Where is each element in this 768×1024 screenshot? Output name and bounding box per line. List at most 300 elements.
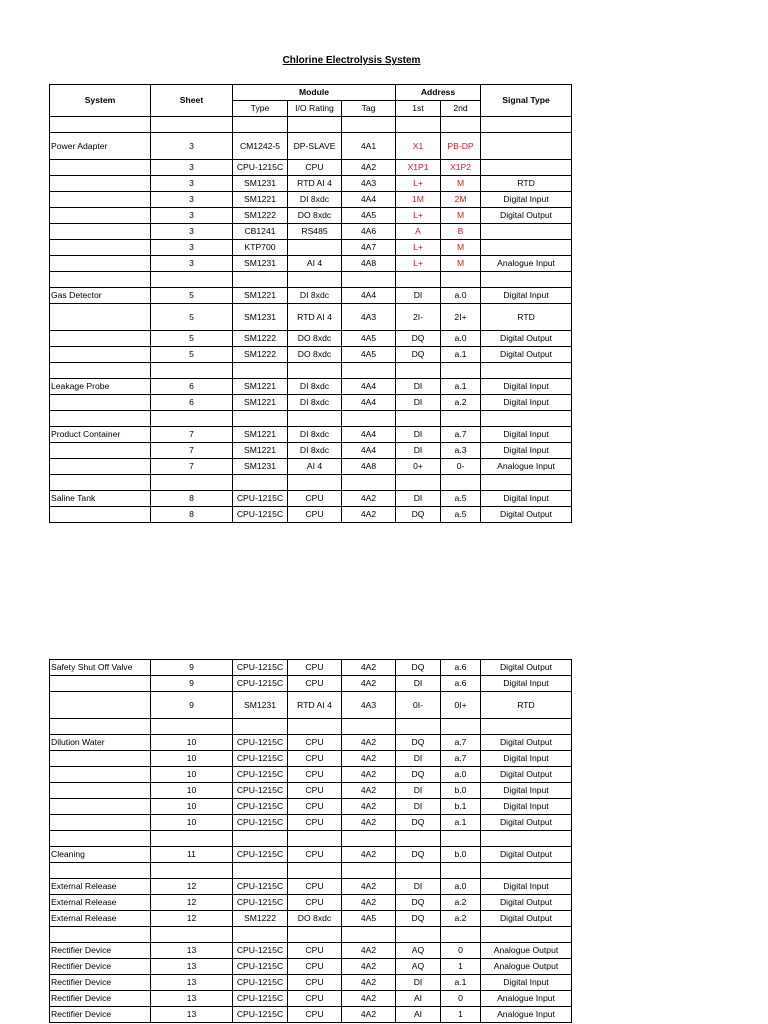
cell-system [50, 831, 151, 847]
cell-type: CPU-1215C [233, 676, 288, 692]
cell-signal-type [481, 863, 572, 879]
cell-io-rating: DI 8xdc [288, 427, 342, 443]
cell-sheet: 3 [151, 160, 233, 176]
cell-sheet: 5 [151, 304, 233, 331]
cell-tag [342, 411, 396, 427]
cell-signal-type: Digital Output [481, 815, 572, 831]
cell-type: SM1221 [233, 443, 288, 459]
cell-tag: 4A7 [342, 240, 396, 256]
table-row [50, 879, 572, 895]
cell-type: SM1221 [233, 288, 288, 304]
cell-tag: 4A5 [342, 208, 396, 224]
cell-signal-type: Digital Input [481, 879, 572, 895]
cell-address-1st: AQ [396, 959, 441, 975]
table-row [50, 459, 572, 475]
table-row [50, 224, 572, 240]
cell-signal-type: Digital Input [481, 491, 572, 507]
cell-signal-type: Digital Output [481, 767, 572, 783]
io-table-2 [49, 659, 572, 1023]
table-row [50, 719, 572, 735]
table-row [50, 676, 572, 692]
table-row [50, 331, 572, 347]
cell-address-2nd [441, 117, 481, 133]
cell-type: CPU-1215C [233, 507, 288, 523]
cell-io-rating: DO 8xdc [288, 347, 342, 363]
cell-sheet: 9 [151, 692, 233, 719]
cell-tag: 4A2 [342, 895, 396, 911]
cell-type: CPU-1215C [233, 767, 288, 783]
cell-tag [342, 363, 396, 379]
cell-io-rating: RTD AI 4 [288, 304, 342, 331]
cell-io-rating: CPU [288, 767, 342, 783]
cell-sheet [151, 719, 233, 735]
cell-address-1st: DQ [396, 331, 441, 347]
cell-type [233, 719, 288, 735]
cell-type: CPU-1215C [233, 751, 288, 767]
table-row [50, 783, 572, 799]
cell-sheet: 12 [151, 895, 233, 911]
cell-sheet [151, 363, 233, 379]
cell-address-1st: L+ [396, 176, 441, 192]
cell-signal-type: Digital Output [481, 660, 572, 676]
cell-tag: 4A6 [342, 224, 396, 240]
cell-sheet [151, 117, 233, 133]
cell-type [233, 831, 288, 847]
cell-address-2nd: b.0 [441, 847, 481, 863]
header-address: Address [396, 85, 481, 101]
cell-type [233, 117, 288, 133]
cell-address-2nd: a.7 [441, 427, 481, 443]
cell-system: Rectifier Device [50, 1007, 151, 1023]
cell-signal-type [481, 224, 572, 240]
cell-io-rating: DI 8xdc [288, 192, 342, 208]
cell-address-2nd: a.0 [441, 288, 481, 304]
cell-address-1st: DQ [396, 911, 441, 927]
cell-io-rating: AI 4 [288, 256, 342, 272]
cell-address-2nd: a.7 [441, 751, 481, 767]
cell-signal-type: RTD [481, 304, 572, 331]
cell-sheet: 10 [151, 751, 233, 767]
cell-sheet: 7 [151, 427, 233, 443]
cell-address-1st [396, 719, 441, 735]
cell-signal-type: Digital Input [481, 975, 572, 991]
table-row [50, 959, 572, 975]
cell-signal-type [481, 160, 572, 176]
cell-sheet: 7 [151, 459, 233, 475]
cell-sheet [151, 927, 233, 943]
cell-type: CM1242-5 [233, 133, 288, 160]
cell-system [50, 459, 151, 475]
table-row [50, 507, 572, 523]
cell-system: Rectifier Device [50, 943, 151, 959]
cell-tag: 4A5 [342, 347, 396, 363]
cell-system [50, 863, 151, 879]
cell-system [50, 331, 151, 347]
cell-address-1st [396, 411, 441, 427]
cell-io-rating: RS485 [288, 224, 342, 240]
cell-address-1st: L+ [396, 208, 441, 224]
cell-sheet: 13 [151, 1007, 233, 1023]
cell-type: SM1231 [233, 459, 288, 475]
cell-type: CPU-1215C [233, 799, 288, 815]
cell-type [233, 863, 288, 879]
cell-address-2nd: b.0 [441, 783, 481, 799]
cell-system [50, 347, 151, 363]
cell-address-2nd: a.5 [441, 507, 481, 523]
cell-address-1st: AI [396, 1007, 441, 1023]
cell-sheet: 10 [151, 799, 233, 815]
table-row [50, 427, 572, 443]
cell-sheet: 13 [151, 991, 233, 1007]
cell-tag: 4A2 [342, 847, 396, 863]
cell-system [50, 363, 151, 379]
cell-sheet: 9 [151, 660, 233, 676]
table-row [50, 288, 572, 304]
cell-address-1st: DI [396, 443, 441, 459]
cell-system [50, 395, 151, 411]
cell-address-1st: DI [396, 288, 441, 304]
cell-type [233, 272, 288, 288]
cell-system [50, 719, 151, 735]
cell-sheet: 8 [151, 491, 233, 507]
cell-system: Dilution Water [50, 735, 151, 751]
cell-address-1st: 2I- [396, 304, 441, 331]
cell-address-2nd: a.1 [441, 379, 481, 395]
cell-sheet [151, 863, 233, 879]
cell-address-1st: DQ [396, 347, 441, 363]
table-row [50, 395, 572, 411]
header-io-rating: I/O Rating [288, 101, 342, 117]
table-row [50, 767, 572, 783]
cell-io-rating [288, 411, 342, 427]
cell-type: SM1231 [233, 256, 288, 272]
cell-signal-type: Digital Output [481, 507, 572, 523]
cell-system [50, 304, 151, 331]
cell-type: CPU-1215C [233, 735, 288, 751]
cell-io-rating [288, 475, 342, 491]
cell-system: External Release [50, 911, 151, 927]
cell-signal-type [481, 831, 572, 847]
cell-type: CPU-1215C [233, 491, 288, 507]
cell-sheet [151, 272, 233, 288]
table-row [50, 208, 572, 224]
cell-address-2nd: a.1 [441, 815, 481, 831]
cell-io-rating: DO 8xdc [288, 911, 342, 927]
table-row [50, 975, 572, 991]
cell-address-1st: DQ [396, 660, 441, 676]
cell-address-1st: DI [396, 879, 441, 895]
cell-io-rating: DI 8xdc [288, 443, 342, 459]
cell-tag: 4A2 [342, 751, 396, 767]
cell-signal-type: Analogue Output [481, 943, 572, 959]
cell-system [50, 117, 151, 133]
cell-signal-type: Digital Input [481, 395, 572, 411]
cell-address-1st: 0I- [396, 692, 441, 719]
cell-signal-type: Analogue Input [481, 1007, 572, 1023]
cell-signal-type: Digital Output [481, 911, 572, 927]
cell-type [233, 475, 288, 491]
header-address-2nd: 2nd [441, 101, 481, 117]
table-row [50, 863, 572, 879]
cell-address-2nd [441, 863, 481, 879]
cell-signal-type [481, 272, 572, 288]
header-module: Module [233, 85, 396, 101]
cell-signal-type: Digital Output [481, 735, 572, 751]
cell-signal-type: Digital Output [481, 331, 572, 347]
cell-tag: 4A2 [342, 491, 396, 507]
cell-address-2nd: 1 [441, 1007, 481, 1023]
table-row [50, 443, 572, 459]
cell-address-1st [396, 863, 441, 879]
cell-type: CPU-1215C [233, 847, 288, 863]
cell-io-rating: RTD AI 4 [288, 692, 342, 719]
cell-address-2nd [441, 411, 481, 427]
cell-address-1st: DQ [396, 507, 441, 523]
table-row [50, 117, 572, 133]
cell-signal-type [481, 363, 572, 379]
cell-sheet: 13 [151, 975, 233, 991]
cell-tag: 4A3 [342, 304, 396, 331]
cell-sheet [151, 411, 233, 427]
cell-type [233, 363, 288, 379]
cell-io-rating [288, 863, 342, 879]
cell-type: CPU-1215C [233, 660, 288, 676]
cell-io-rating: CPU [288, 160, 342, 176]
cell-sheet: 9 [151, 676, 233, 692]
cell-io-rating: CPU [288, 676, 342, 692]
cell-address-2nd: a.2 [441, 395, 481, 411]
cell-address-1st: 0+ [396, 459, 441, 475]
cell-io-rating: DI 8xdc [288, 379, 342, 395]
table-row [50, 411, 572, 427]
cell-system [50, 815, 151, 831]
cell-type: SM1222 [233, 347, 288, 363]
cell-type: CPU-1215C [233, 943, 288, 959]
cell-address-2nd: a.7 [441, 735, 481, 751]
cell-system [50, 927, 151, 943]
cell-type [233, 411, 288, 427]
cell-tag: 4A2 [342, 991, 396, 1007]
table-row [50, 240, 572, 256]
cell-signal-type: Analogue Input [481, 256, 572, 272]
cell-tag: 4A4 [342, 379, 396, 395]
cell-signal-type: Digital Input [481, 427, 572, 443]
cell-tag: 4A5 [342, 911, 396, 927]
cell-signal-type: Digital Output [481, 847, 572, 863]
cell-address-1st [396, 272, 441, 288]
cell-signal-type: Digital Input [481, 751, 572, 767]
cell-tag: 4A2 [342, 975, 396, 991]
cell-system [50, 475, 151, 491]
document-title: Chlorine Electrolysis System [282, 55, 421, 66]
header-address-1st: 1st [396, 101, 441, 117]
table-row [50, 1007, 572, 1023]
table-row [50, 176, 572, 192]
cell-address-2nd [441, 363, 481, 379]
cell-address-1st: DI [396, 676, 441, 692]
cell-address-2nd: a.0 [441, 767, 481, 783]
table-row [50, 660, 572, 676]
cell-tag: 4A3 [342, 176, 396, 192]
cell-system: External Release [50, 879, 151, 895]
cell-address-1st: DQ [396, 895, 441, 911]
cell-address-1st: DQ [396, 815, 441, 831]
cell-tag [342, 927, 396, 943]
table-row [50, 692, 572, 719]
cell-system: Rectifier Device [50, 975, 151, 991]
cell-signal-type: Digital Output [481, 347, 572, 363]
cell-address-2nd [441, 475, 481, 491]
cell-address-2nd: a.6 [441, 660, 481, 676]
cell-io-rating: DO 8xdc [288, 208, 342, 224]
cell-address-2nd: 0- [441, 459, 481, 475]
cell-sheet [151, 475, 233, 491]
io-table-1 [49, 84, 572, 523]
cell-system: Rectifier Device [50, 959, 151, 975]
cell-system: Saline Tank [50, 491, 151, 507]
table-row [50, 751, 572, 767]
cell-signal-type [481, 411, 572, 427]
cell-address-2nd: b.1 [441, 799, 481, 815]
cell-io-rating [288, 927, 342, 943]
cell-sheet: 6 [151, 395, 233, 411]
cell-address-2nd: a.1 [441, 347, 481, 363]
cell-io-rating: CPU [288, 751, 342, 767]
header-system: System [50, 85, 151, 117]
cell-tag: 4A2 [342, 735, 396, 751]
cell-tag: 4A2 [342, 815, 396, 831]
cell-sheet: 12 [151, 911, 233, 927]
cell-type: CPU-1215C [233, 160, 288, 176]
cell-type: SM1221 [233, 395, 288, 411]
cell-tag [342, 863, 396, 879]
cell-address-1st: DI [396, 799, 441, 815]
cell-address-2nd: M [441, 176, 481, 192]
table-row [50, 491, 572, 507]
cell-tag: 4A2 [342, 660, 396, 676]
table-row [50, 304, 572, 331]
cell-signal-type: RTD [481, 692, 572, 719]
cell-address-2nd: M [441, 256, 481, 272]
cell-tag: 4A2 [342, 783, 396, 799]
cell-signal-type: RTD [481, 176, 572, 192]
cell-type: SM1231 [233, 176, 288, 192]
cell-system: Product Container [50, 427, 151, 443]
cell-sheet: 12 [151, 879, 233, 895]
cell-system: Safety Shut Off Valve [50, 660, 151, 676]
cell-sheet: 3 [151, 176, 233, 192]
table-row [50, 133, 572, 160]
cell-system [50, 676, 151, 692]
cell-signal-type: Digital Output [481, 895, 572, 911]
cell-system [50, 411, 151, 427]
cell-tag: 4A4 [342, 192, 396, 208]
cell-address-1st: X1P1 [396, 160, 441, 176]
cell-sheet: 13 [151, 959, 233, 975]
cell-io-rating: CPU [288, 1007, 342, 1023]
cell-address-1st: DQ [396, 847, 441, 863]
table-row [50, 347, 572, 363]
cell-sheet: 10 [151, 767, 233, 783]
cell-signal-type: Analogue Output [481, 959, 572, 975]
cell-type: SM1221 [233, 192, 288, 208]
cell-tag: 4A4 [342, 443, 396, 459]
cell-type: KTP700 [233, 240, 288, 256]
cell-address-1st: L+ [396, 256, 441, 272]
cell-type: CPU-1215C [233, 959, 288, 975]
cell-address-2nd [441, 927, 481, 943]
cell-io-rating: CPU [288, 991, 342, 1007]
cell-type: SM1222 [233, 331, 288, 347]
cell-address-1st [396, 117, 441, 133]
cell-tag: 4A4 [342, 427, 396, 443]
cell-io-rating [288, 831, 342, 847]
cell-signal-type: Digital Input [481, 783, 572, 799]
cell-signal-type [481, 117, 572, 133]
cell-type: CPU-1215C [233, 975, 288, 991]
cell-system [50, 224, 151, 240]
cell-address-2nd: 2I+ [441, 304, 481, 331]
cell-address-2nd: 2M [441, 192, 481, 208]
cell-io-rating: CPU [288, 783, 342, 799]
cell-type: SM1231 [233, 304, 288, 331]
table-row [50, 991, 572, 1007]
cell-tag: 4A2 [342, 959, 396, 975]
cell-tag [342, 831, 396, 847]
cell-tag [342, 719, 396, 735]
cell-sheet: 11 [151, 847, 233, 863]
cell-io-rating: DI 8xdc [288, 395, 342, 411]
table-row [50, 379, 572, 395]
cell-address-2nd [441, 272, 481, 288]
header-signal-type: Signal Type [481, 85, 572, 117]
table-row [50, 831, 572, 847]
cell-system: Rectifier Device [50, 991, 151, 1007]
cell-address-1st: DI [396, 379, 441, 395]
cell-sheet: 8 [151, 507, 233, 523]
cell-signal-type: Analogue Input [481, 459, 572, 475]
cell-tag: 4A2 [342, 1007, 396, 1023]
cell-io-rating: CPU [288, 895, 342, 911]
cell-io-rating: CPU [288, 943, 342, 959]
cell-type: CB1241 [233, 224, 288, 240]
cell-io-rating: CPU [288, 879, 342, 895]
cell-io-rating: CPU [288, 735, 342, 751]
cell-tag: 4A4 [342, 395, 396, 411]
cell-system [50, 783, 151, 799]
header-tag: Tag [342, 101, 396, 117]
cell-address-2nd: X1P2 [441, 160, 481, 176]
cell-address-2nd [441, 831, 481, 847]
cell-signal-type: Digital Input [481, 799, 572, 815]
cell-type: CPU-1215C [233, 991, 288, 1007]
cell-address-1st: DQ [396, 735, 441, 751]
cell-address-2nd: a.6 [441, 676, 481, 692]
cell-tag: 4A2 [342, 767, 396, 783]
cell-tag [342, 117, 396, 133]
cell-sheet: 3 [151, 256, 233, 272]
header-type: Type [233, 101, 288, 117]
cell-address-1st [396, 475, 441, 491]
cell-io-rating: CPU [288, 660, 342, 676]
cell-address-1st: DQ [396, 767, 441, 783]
cell-signal-type [481, 475, 572, 491]
cell-sheet: 13 [151, 943, 233, 959]
cell-tag: 4A5 [342, 331, 396, 347]
cell-tag: 4A2 [342, 676, 396, 692]
cell-system [50, 767, 151, 783]
cell-address-2nd: 0I+ [441, 692, 481, 719]
